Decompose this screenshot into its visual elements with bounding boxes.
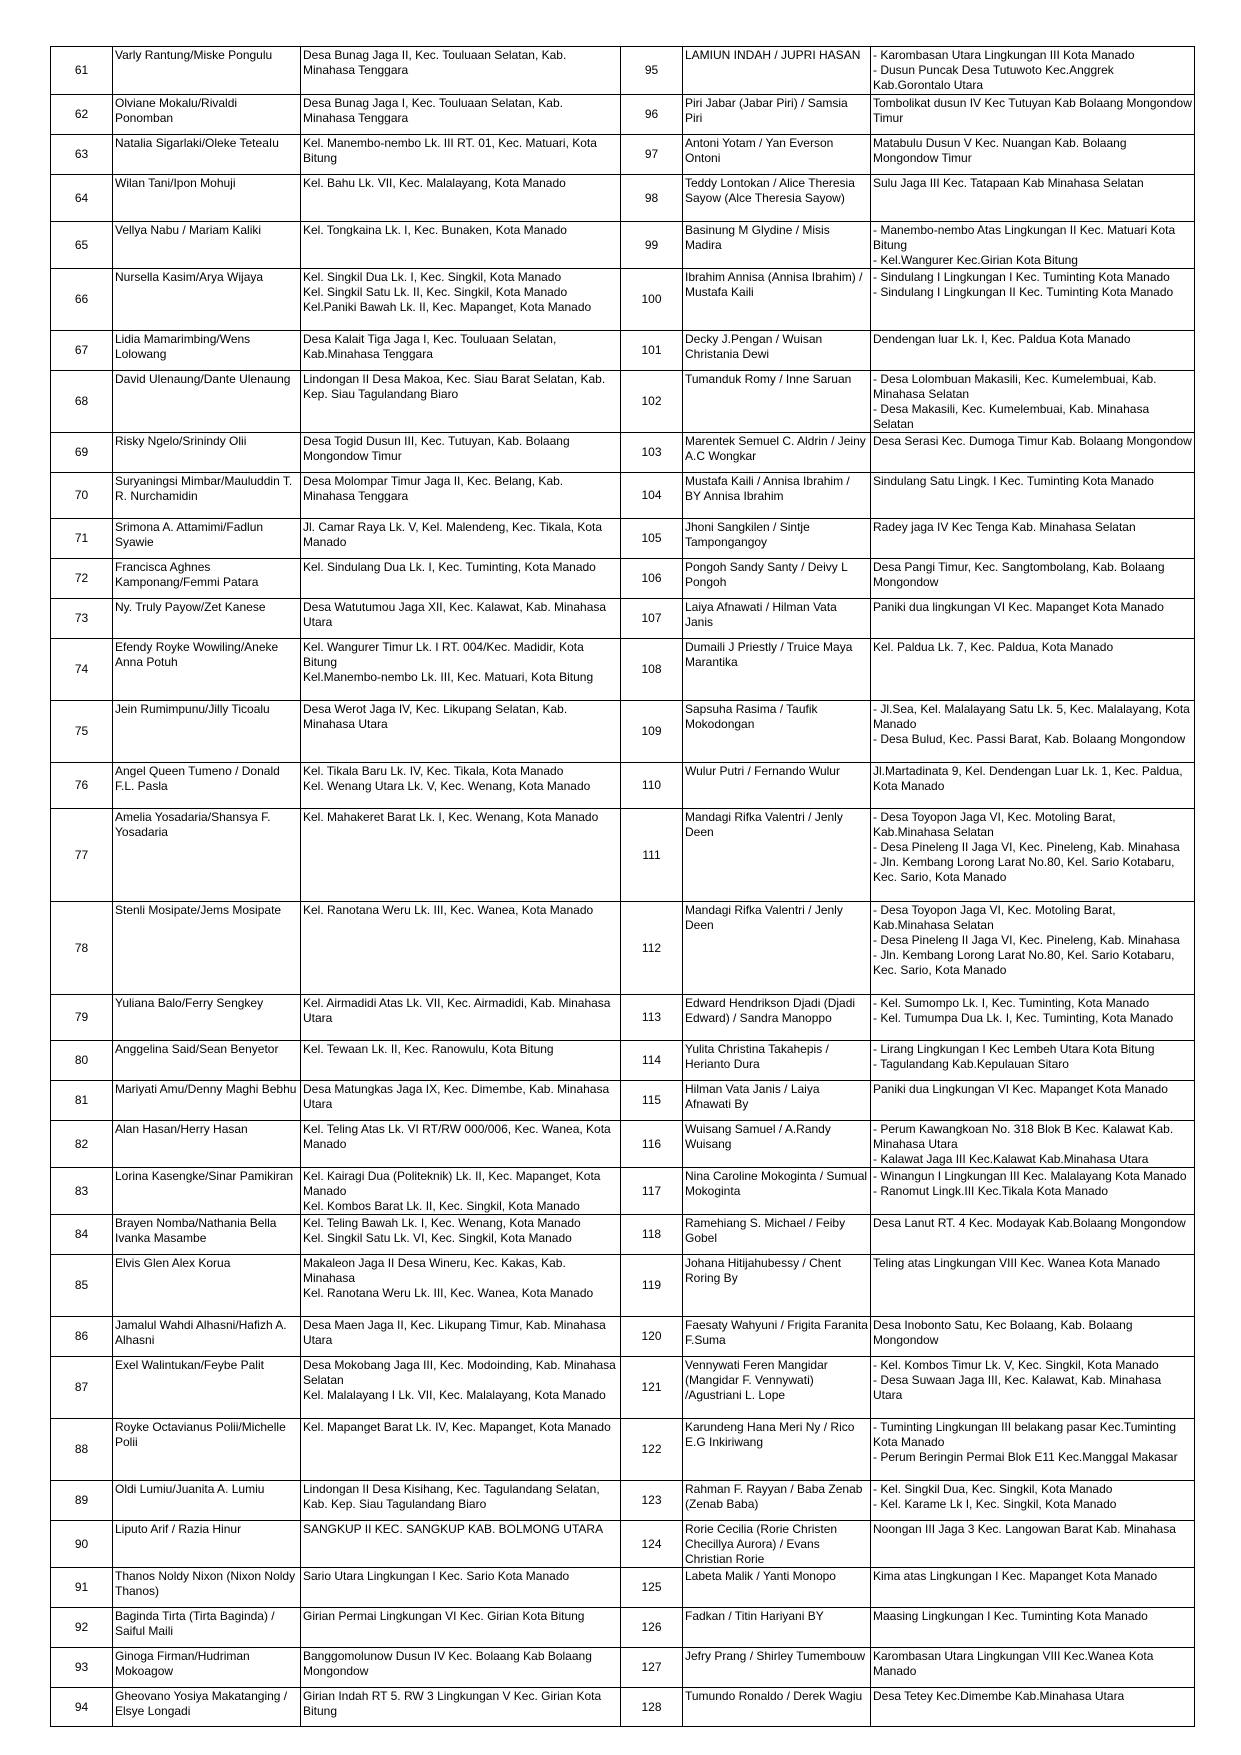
row-number-left: 89: [51, 1481, 113, 1521]
couple-name-left: Suryaningsi Mimbar/Mauluddin T. R. Nurchamidin: [113, 473, 301, 519]
table-row: [51, 1215, 1195, 1255]
address-right: Radey jaga IV Kec Tenga Kab. Minahasa Selatan: [871, 519, 1195, 559]
row-number-left: 78: [51, 902, 113, 995]
couple-name-left: Ginoga Firman/Hudriman Mokoagow: [113, 1648, 301, 1688]
couple-name-right: Karundeng Hana Meri Ny / Rico E.G Inkiriwang: [683, 1419, 871, 1481]
row-number-right: 120: [621, 1317, 683, 1357]
row-number-left: 91: [51, 1568, 113, 1608]
address-right: Kima atas Lingkungan I Kec. Mapanget Kota Manado: [871, 1568, 1195, 1608]
couple-name-left: Amelia Yosadaria/Shansya F. Yosadaria: [113, 809, 301, 902]
couple-name-left: Lorina Kasengke/Sinar Pamikiran: [113, 1168, 301, 1215]
row-number-right: 128: [621, 1688, 683, 1727]
table-row: [51, 473, 1195, 519]
table-row: [51, 433, 1195, 473]
couple-name-right: Wuisang Samuel / A.Randy Wuisang: [683, 1121, 871, 1168]
address-left: Kel. Sindulang Dua Lk. I, Kec. Tuminting, Kota Manado: [301, 559, 621, 599]
address-left: Desa Togid Dusun III, Kec. Tutuyan, Kab. Bolaang Mongondow Timur: [301, 433, 621, 473]
address-right: - Lirang Lingkungan I Kec Lembeh Utara Kota Bitung - Tagulandang Kab.Kepulauan Sitaro: [871, 1041, 1195, 1081]
couple-name-right: Wulur Putri / Fernando Wulur: [683, 763, 871, 809]
address-right: - Desa Lolombuan Makasili, Kec. Kumelembuai, Kab. Minahasa Selatan - Desa Makasili, Kec. Kumelembuai, Kab. Minahasa Selatan: [871, 371, 1195, 433]
table-row: [51, 995, 1195, 1041]
address-left: Kel. Ranotana Weru Lk. III, Kec. Wanea, Kota Manado: [301, 902, 621, 995]
table-row: [51, 1121, 1195, 1168]
table-row: [51, 1255, 1195, 1317]
row-number-right: 98: [621, 175, 683, 222]
address-left: Desa Werot Jaga IV, Kec. Likupang Selatan, Kab. Minahasa Utara: [301, 701, 621, 763]
address-left: Kel. Tongkaina Lk. I, Kec. Bunaken, Kota Manado: [301, 222, 621, 269]
address-right: - Desa Toyopon Jaga VI, Kec. Motoling Barat, Kab.Minahasa Selatan - Desa Pineleng II Jaga VI, Kec. Pineleng, Kab. Minahasa - Jln. Kembang Lorong Larat No.80, Kel. Sario Kotabaru, Kec. Sario, Kota Manado: [871, 809, 1195, 902]
address-right: Desa Pangi Timur, Kec. Sangtombolang, Kab. Bolaang Mongondow: [871, 559, 1195, 599]
address-right: Tombolikat dusun IV Kec Tutuyan Kab Bolaang Mongondow Timur: [871, 95, 1195, 135]
couple-name-left: Natalia Sigarlaki/Oleke TeteaIu: [113, 135, 301, 175]
table-row: [51, 1521, 1195, 1568]
row-number-right: 101: [621, 331, 683, 371]
address-right: Maasing Lingkungan I Kec. Tuminting Kota Manado: [871, 1608, 1195, 1648]
row-number-left: 74: [51, 639, 113, 701]
row-number-left: 90: [51, 1521, 113, 1568]
couple-name-right: Basinung M Glydine / Misis Madira: [683, 222, 871, 269]
address-right: Paniki dua Lingkungan VI Kec. Mapanget Kota Manado: [871, 1081, 1195, 1121]
couple-name-left: Alan Hasan/Herry Hasan: [113, 1121, 301, 1168]
row-number-right: 107: [621, 599, 683, 639]
table-row: [51, 95, 1195, 135]
row-number-left: 93: [51, 1648, 113, 1688]
row-number-left: 68: [51, 371, 113, 433]
row-number-right: 124: [621, 1521, 683, 1568]
row-number-left: 88: [51, 1419, 113, 1481]
row-number-left: 82: [51, 1121, 113, 1168]
table-row: [51, 1357, 1195, 1419]
table-row: [51, 701, 1195, 763]
address-right: - Tuminting Lingkungan III belakang pasar Kec.Tuminting Kota Manado - Perum Beringin Permai Blok E11 Kec.Manggal Makasar: [871, 1419, 1195, 1481]
address-left: Kel. Singkil Dua Lk. I, Kec. Singkil, Kota Manado Kel. Singkil Satu Lk. II, Kec. Singkil, Kota Manado Kel.Paniki Bawah Lk. II, Kec. Mapanget, Kota Manado: [301, 269, 621, 331]
address-right: - Kel. Kombos Timur Lk. V, Kec. Singkil, Kota Manado - Desa Suwaan Jaga III, Kec. Kalawat, Kab. Minahasa Utara: [871, 1357, 1195, 1419]
row-number-left: 75: [51, 701, 113, 763]
address-left: Kel. Kairagi Dua (Politeknik) Lk. II, Kec. Mapanget, Kota Manado Kel. Kombos Barat Lk. II, Kec. Singkil, Kota Manado: [301, 1168, 621, 1215]
row-number-left: 66: [51, 269, 113, 331]
couple-name-left: Ny. Truly Payow/Zet Kanese: [113, 599, 301, 639]
row-number-right: 125: [621, 1568, 683, 1608]
couple-name-left: Royke Octavianus Polii/Michelle Polii: [113, 1419, 301, 1481]
address-right: Jl.Martadinata 9, Kel. Dendengan Luar Lk. 1, Kec. Paldua, Kota Manado: [871, 763, 1195, 809]
address-left: Jl. Camar Raya Lk. V, Kel. Malendeng, Kec. Tikala, Kota Manado: [301, 519, 621, 559]
couple-name-left: Gheovano Yosiya Makatanging / Elsye Longadi: [113, 1688, 301, 1727]
table-row: [51, 1648, 1195, 1688]
couple-name-left: Brayen Nomba/Nathania Bella Ivanka Masambe: [113, 1215, 301, 1255]
couple-name-left: Jamalul Wahdi Alhasni/Hafizh A. Alhasni: [113, 1317, 301, 1357]
couple-name-left: Lidia Mamarimbing/Wens Lolowang: [113, 331, 301, 371]
couple-name-right: Hilman Vata Janis / Laiya Afnawati By: [683, 1081, 871, 1121]
row-number-left: 87: [51, 1357, 113, 1419]
address-left: Girian Permai Lingkungan VI Kec. Girian Kota Bitung: [301, 1608, 621, 1648]
row-number-left: 76: [51, 763, 113, 809]
address-left: Kel. Mapanget Barat Lk. IV, Kec. Mapanget, Kota Manado: [301, 1419, 621, 1481]
address-left: Kel. Tewaan Lk. II, Kec. Ranowulu, Kota Bitung: [301, 1041, 621, 1081]
row-number-right: 95: [621, 47, 683, 95]
address-left: Lindongan II Desa Kisihang, Kec. Tagulandang Selatan, Kab. Kep. Siau Tagulandang Biaro: [301, 1481, 621, 1521]
table-row: [51, 331, 1195, 371]
row-number-left: 72: [51, 559, 113, 599]
table-row: [51, 135, 1195, 175]
couple-name-left: Varly Rantung/Miske Pongulu: [113, 47, 301, 95]
row-number-right: 112: [621, 902, 683, 995]
address-right: - Kel. Sumompo Lk. I, Kec. Tuminting, Kota Manado - Kel. Tumumpa Dua Lk. I, Kec. Tuminting, Kota Manado: [871, 995, 1195, 1041]
table-row: [51, 222, 1195, 269]
address-left: Kel. Tikala Baru Lk. IV, Kec. Tikala, Kota Manado Kel. Wenang Utara Lk. V, Kec. Wenang, Kota Manado: [301, 763, 621, 809]
row-number-left: 70: [51, 473, 113, 519]
address-right: - Kel. Singkil Dua, Kec. Singkil, Kota Manado - Kel. Karame Lk I, Kec. Singkil, Kota Manado: [871, 1481, 1195, 1521]
row-number-right: 108: [621, 639, 683, 701]
address-left: Kel. Teling Atas Lk. VI RT/RW 000/006, Kec. Wanea, Kota Manado: [301, 1121, 621, 1168]
address-right: - Perum Kawangkoan No. 318 Blok B Kec. Kalawat Kab. Minahasa Utara - Kalawat Jaga III Kec.Kalawat Kab.Minahasa Utara: [871, 1121, 1195, 1168]
row-number-right: 102: [621, 371, 683, 433]
couple-name-left: Anggelina Said/Sean Benyetor: [113, 1041, 301, 1081]
row-number-left: 81: [51, 1081, 113, 1121]
address-left: Kel. Bahu Lk. VII, Kec. Malalayang, Kota Manado: [301, 175, 621, 222]
couple-name-right: Piri Jabar (Jabar Piri) / Samsia Piri: [683, 95, 871, 135]
row-number-right: 97: [621, 135, 683, 175]
address-right: Desa Serasi Kec. Dumoga Timur Kab. Bolaang Mongondow: [871, 433, 1195, 473]
couple-name-left: Vellya Nabu / Mariam Kaliki: [113, 222, 301, 269]
couple-name-right: Ramehiang S. Michael / Feiby Gobel: [683, 1215, 871, 1255]
row-number-right: 115: [621, 1081, 683, 1121]
couple-name-right: Ibrahim Annisa (Annisa Ibrahim) / Mustafa Kaili: [683, 269, 871, 331]
table-row: [51, 639, 1195, 701]
address-right: - Desa Toyopon Jaga VI, Kec. Motoling Barat, Kab.Minahasa Selatan - Desa Pineleng II Jaga VI, Kec. Pineleng, Kab. Minahasa - Jln. Kembang Lorong Larat No.80, Kel. Sario Kotabaru, Kec. Sario, Kota Manado: [871, 902, 1195, 995]
address-left: Desa Matungkas Jaga IX, Kec. Dimembe, Kab. Minahasa Utara: [301, 1081, 621, 1121]
couple-name-right: Mandagi Rifka Valentri / Jenly Deen: [683, 902, 871, 995]
row-number-left: 85: [51, 1255, 113, 1317]
address-right: - Karombasan Utara Lingkungan III Kota Manado - Dusun Puncak Desa Tutuwoto Kec.Anggrek Kab.Gorontalo Utara: [871, 47, 1195, 95]
couple-name-left: David Ulenaung/Dante Ulenaung: [113, 371, 301, 433]
row-number-left: 61: [51, 47, 113, 95]
table-row: [51, 519, 1195, 559]
table-row: [51, 47, 1195, 95]
row-number-right: 117: [621, 1168, 683, 1215]
row-number-left: 92: [51, 1608, 113, 1648]
table-row: [51, 371, 1195, 433]
couple-name-right: Labeta Malik / Yanti Monopo: [683, 1568, 871, 1608]
row-number-right: 127: [621, 1648, 683, 1688]
couple-name-right: Johana Hitijahubessy / Chent Roring By: [683, 1255, 871, 1317]
address-right: Noongan III Jaga 3 Kec. Langowan Barat Kab. Minahasa: [871, 1521, 1195, 1568]
couple-name-left: Baginda Tirta (Tirta Baginda) / Saiful Maili: [113, 1608, 301, 1648]
table-row: [51, 1081, 1195, 1121]
address-left: Sario Utara Lingkungan I Kec. Sario Kota Manado: [301, 1568, 621, 1608]
address-right: - Manembo-nembo Atas Lingkungan II Kec. Matuari Kota Bitung - Kel.Wangurer Kec.Girian Kota Bitung: [871, 222, 1195, 269]
document-page: [50, 46, 1195, 1727]
row-number-right: 109: [621, 701, 683, 763]
row-number-left: 63: [51, 135, 113, 175]
row-number-left: 69: [51, 433, 113, 473]
couple-name-right: Antoni Yotam / Yan Everson Ontoni: [683, 135, 871, 175]
couple-name-left: Exel Walintukan/Feybe Palit: [113, 1357, 301, 1419]
address-left: Girian Indah RT 5. RW 3 Lingkungan V Kec. Girian Kota Bitung: [301, 1688, 621, 1727]
row-number-right: 121: [621, 1357, 683, 1419]
address-left: Kel. Mahakeret Barat Lk. I, Kec. Wenang, Kota Manado: [301, 809, 621, 902]
table-row: [51, 763, 1195, 809]
row-number-right: 105: [621, 519, 683, 559]
couple-name-left: Olviane Mokalu/Rivaldi Ponomban: [113, 95, 301, 135]
couple-name-left: Stenli Mosipate/Jems Mosipate: [113, 902, 301, 995]
row-number-left: 62: [51, 95, 113, 135]
couple-name-left: Risky Ngelo/Srinindy Olii: [113, 433, 301, 473]
row-number-right: 126: [621, 1608, 683, 1648]
address-right: - Jl.Sea, Kel. Malalayang Satu Lk. 5, Kec. Malalayang, Kota Manado - Desa Bulud, Kec. Passi Barat, Kab. Bolaang Mongondow: [871, 701, 1195, 763]
couple-name-right: Tumanduk Romy / Inne Saruan: [683, 371, 871, 433]
couple-name-right: Fadkan / Titin Hariyani BY: [683, 1608, 871, 1648]
address-left: Desa Watutumou Jaga XII, Kec. Kalawat, Kab. Minahasa Utara: [301, 599, 621, 639]
address-right: Desa Lanut RT. 4 Kec. Modayak Kab.Bolaang Mongondow: [871, 1215, 1195, 1255]
couple-name-right: Mustafa Kaili / Annisa Ibrahim / BY Annisa Ibrahim: [683, 473, 871, 519]
row-number-right: 118: [621, 1215, 683, 1255]
row-number-right: 100: [621, 269, 683, 331]
table-row: [51, 1481, 1195, 1521]
table-row: [51, 1317, 1195, 1357]
couple-name-left: Francisca Aghnes Kamponang/Femmi Patara: [113, 559, 301, 599]
row-number-right: 110: [621, 763, 683, 809]
address-right: Karombasan Utara Lingkungan VIII Kec.Wanea Kota Manado: [871, 1648, 1195, 1688]
row-number-right: 96: [621, 95, 683, 135]
address-left: Banggomolunow Dusun IV Kec. Bolaang Kab Bolaang Mongondow: [301, 1648, 621, 1688]
couple-name-right: Dumaili J Priestly / Truice Maya Marantika: [683, 639, 871, 701]
address-right: Sulu Jaga III Kec. Tatapaan Kab Minahasa Selatan: [871, 175, 1195, 222]
table-row: [51, 559, 1195, 599]
address-left: Desa Kalait Tiga Jaga I, Kec. Touluaan Selatan, Kab.Minahasa Tenggara: [301, 331, 621, 371]
couple-name-right: LAMIUN INDAH / JUPRI HASAN: [683, 47, 871, 95]
row-number-left: 77: [51, 809, 113, 902]
address-left: Desa Bunag Jaga II, Kec. Touluaan Selatan, Kab. Minahasa Tenggara: [301, 47, 621, 95]
row-number-left: 67: [51, 331, 113, 371]
table-row: [51, 1419, 1195, 1481]
row-number-left: 86: [51, 1317, 113, 1357]
couple-name-right: Edward Hendrikson Djadi (Djadi Edward) / Sandra Manoppo: [683, 995, 871, 1041]
table-row: [51, 269, 1195, 331]
couple-name-right: Nina Caroline Mokoginta / Sumual Mokoginta: [683, 1168, 871, 1215]
address-right: Desa Inobonto Satu, Kec Bolaang, Kab. Bolaang Mongondow: [871, 1317, 1195, 1357]
address-left: Desa Molompar Timur Jaga II, Kec. Belang, Kab. Minahasa Tenggara: [301, 473, 621, 519]
couple-name-right: Yulita Christina Takahepis / Herianto Dura: [683, 1041, 871, 1081]
address-left: Kel. Airmadidi Atas Lk. VII, Kec. Airmadidi, Kab. Minahasa Utara: [301, 995, 621, 1041]
row-number-right: 122: [621, 1419, 683, 1481]
address-left: Makaleon Jaga II Desa Wineru, Kec. Kakas, Kab. Minahasa Kel. Ranotana Weru Lk. III, Kec. Wanea, Kota Manado: [301, 1255, 621, 1317]
couple-name-left: Thanos Noldy Nixon (Nixon Noldy Thanos): [113, 1568, 301, 1608]
row-number-left: 80: [51, 1041, 113, 1081]
table-row: [51, 1041, 1195, 1081]
couple-name-right: Decky J.Pengan / Wuisan Christania Dewi: [683, 331, 871, 371]
table-row: [51, 809, 1195, 902]
registry-table: [50, 46, 1195, 1727]
row-number-left: 73: [51, 599, 113, 639]
couple-name-right: Teddy Lontokan / Alice Theresia Sayow (Alce Theresia Sayow): [683, 175, 871, 222]
address-right: Matabulu Dusun V Kec. Nuangan Kab. Bolaang Mongondow Timur: [871, 135, 1195, 175]
address-right: Dendengan luar Lk. I, Kec. Paldua Kota Manado: [871, 331, 1195, 371]
couple-name-right: Rorie Cecilia (Rorie Christen Checillya Aurora) / Evans Christian Rorie: [683, 1521, 871, 1568]
address-left: SANGKUP II KEC. SANGKUP KAB. BOLMONG UTARA: [301, 1521, 621, 1568]
couple-name-right: Pongoh Sandy Santy / Deivy L Pongoh: [683, 559, 871, 599]
table-body: [51, 47, 1195, 1727]
address-left: Kel. Manembo-nembo Lk. III RT. 01, Kec. Matuari, Kota Bitung: [301, 135, 621, 175]
row-number-right: 114: [621, 1041, 683, 1081]
address-left: Lindongan II Desa Makoa, Kec. Siau Barat Selatan, Kab. Kep. Siau Tagulandang Biaro: [301, 371, 621, 433]
address-left: Kel. Wangurer Timur Lk. I RT. 004/Kec. Madidir, Kota Bitung Kel.Manembo-nembo Lk. III, Kec. Matuari, Kota Bitung: [301, 639, 621, 701]
address-left: Desa Mokobang Jaga III, Kec. Modoinding, Kab. Minahasa Selatan Kel. Malalayang I Lk. VII, Kec. Malalayang, Kota Manado: [301, 1357, 621, 1419]
couple-name-right: Tumundo Ronaldo / Derek Wagiu: [683, 1688, 871, 1727]
address-right: - Sindulang I Lingkungan I Kec. Tuminting Kota Manado - Sindulang I Lingkungan II Kec. Tuminting Kota Manado: [871, 269, 1195, 331]
couple-name-right: Jefry Prang / Shirley Tumembouw: [683, 1648, 871, 1688]
couple-name-left: Mariyati Amu/Denny Maghi Bebhu: [113, 1081, 301, 1121]
row-number-right: 119: [621, 1255, 683, 1317]
couple-name-left: Efendy Royke Wowiling/Aneke Anna Potuh: [113, 639, 301, 701]
row-number-left: 83: [51, 1168, 113, 1215]
address-right: Kel. Paldua Lk. 7, Kec. Paldua, Kota Manado: [871, 639, 1195, 701]
address-right: Sindulang Satu Lingk. I Kec. Tuminting Kota Manado: [871, 473, 1195, 519]
couple-name-right: Jhoni Sangkilen / Sintje Tampongangoy: [683, 519, 871, 559]
row-number-right: 116: [621, 1121, 683, 1168]
couple-name-left: Nursella Kasim/Arya Wijaya: [113, 269, 301, 331]
couple-name-left: Srimona A. Attamimi/Fadlun Syawie: [113, 519, 301, 559]
couple-name-left: Elvis Glen Alex Korua: [113, 1255, 301, 1317]
address-left: Kel. Teling Bawah Lk. I, Kec. Wenang, Kota Manado Kel. Singkil Satu Lk. VI, Kec. Singkil, Kota Manado: [301, 1215, 621, 1255]
table-row: [51, 1688, 1195, 1727]
couple-name-right: Sapsuha Rasima / Taufik Mokodongan: [683, 701, 871, 763]
couple-name-right: Faesaty Wahyuni / Frigita Faranita F.Suma: [683, 1317, 871, 1357]
table-row: [51, 902, 1195, 995]
couple-name-left: Angel Queen Tumeno / Donald F.L. Pasla: [113, 763, 301, 809]
row-number-right: 104: [621, 473, 683, 519]
couple-name-left: Oldi Lumiu/Juanita A. Lumiu: [113, 1481, 301, 1521]
address-right: Desa Tetey Kec.Dimembe Kab.Minahasa Utara: [871, 1688, 1195, 1727]
address-right: Paniki dua lingkungan VI Kec. Mapanget Kota Manado: [871, 599, 1195, 639]
couple-name-left: Jein Rumimpunu/Jilly Ticoalu: [113, 701, 301, 763]
couple-name-right: Rahman F. Rayyan / Baba Zenab (Zenab Baba): [683, 1481, 871, 1521]
row-number-left: 65: [51, 222, 113, 269]
table-row: [51, 1168, 1195, 1215]
row-number-left: 79: [51, 995, 113, 1041]
row-number-right: 113: [621, 995, 683, 1041]
couple-name-right: Vennywati Feren Mangidar (Mangidar F. Vennywati) /Agustriani L. Lope: [683, 1357, 871, 1419]
table-row: [51, 175, 1195, 222]
table-row: [51, 1568, 1195, 1608]
address-left: Desa Bunag Jaga I, Kec. Touluaan Selatan, Kab. Minahasa Tenggara: [301, 95, 621, 135]
address-right: - Winangun I Lingkungan III Kec. Malalayang Kota Manado - Ranomut Lingk.III Kec.Tikala Kota Manado: [871, 1168, 1195, 1215]
table-row: [51, 1608, 1195, 1648]
row-number-right: 99: [621, 222, 683, 269]
couple-name-left: Wilan Tani/Ipon Mohuji: [113, 175, 301, 222]
couple-name-right: Mandagi Rifka Valentri / Jenly Deen: [683, 809, 871, 902]
row-number-right: 103: [621, 433, 683, 473]
row-number-left: 71: [51, 519, 113, 559]
couple-name-right: Laiya Afnawati / Hilman Vata Janis: [683, 599, 871, 639]
address-right: Teling atas Lingkungan VIII Kec. Wanea Kota Manado: [871, 1255, 1195, 1317]
row-number-right: 123: [621, 1481, 683, 1521]
row-number-right: 106: [621, 559, 683, 599]
row-number-right: 111: [621, 809, 683, 902]
row-number-left: 64: [51, 175, 113, 222]
row-number-left: 84: [51, 1215, 113, 1255]
couple-name-left: Yuliana Balo/Ferry Sengkey: [113, 995, 301, 1041]
couple-name-right: Marentek Semuel C. Aldrin / Jeiny A.C Wongkar: [683, 433, 871, 473]
row-number-left: 94: [51, 1688, 113, 1727]
table-row: [51, 599, 1195, 639]
couple-name-left: Liputo Arif / Razia Hinur: [113, 1521, 301, 1568]
address-left: Desa Maen Jaga II, Kec. Likupang Timur, Kab. Minahasa Utara: [301, 1317, 621, 1357]
